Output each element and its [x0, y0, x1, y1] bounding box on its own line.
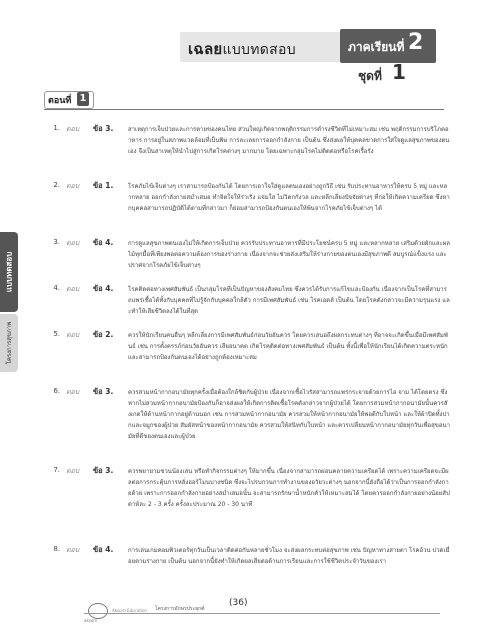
page-title — [188, 37, 296, 61]
explanation: สาเหตุการเจ็บป่วยและการตายของคนไทย ส่วนใหญ่เกิดจากพฤติกรรมการดำรงชีวิตที่ไม่เหมาะสม เช่น พฤติกรรมการบริโภคอาหาร การอยู่ในสภาพแวดล้อมที่เป็นพิษ การละเลยการออกกำลังกาย เป็นต้น ซึ่งส่งผลให้บุคคลขาดการใส่ใจดูแลสุขภาพของตนเอง จึงเป็นสาเหตุให้นำไปสู่การเกิดโรคต่างๆ มากมาย โดยเฉพาะกลุ่มโรคไม่ติดต่อหรือโรคเรื้อรัง — [128, 126, 450, 155]
answer-label: ตอบ — [66, 546, 80, 554]
answer-label: ตอบ — [66, 388, 80, 396]
side-tab-label: แบบทดสอบ — [4, 251, 14, 293]
question-number: 5. — [53, 330, 60, 338]
explanation: ควรสวมหน้ากากอนามัยทุกครั้งเมื่อต้องใกล้ชิดกับผู้ป่วย เนื่องจากเชื้อไวรัสสามารถแพร่กระจายด้วยการไอ จาม ได้โดยตรง ซึ่งหากไม่สวมหน้ากากอนามัยป้องกันก็อาจส่งผลให้เกิดการติดเชื้อโรคดังกล่าวจากผู้ป่วยได้ โดยการสวมหน้ากากอนามัยนั้นควรสังเกตให้ด้านหน้ากากอยู่ด้านนอก เช่น การสวมหน้ากากอนามัย ควรสวมให้หน้ากากอนามัยให้พอดีกับใบหน้า และให้ผ้าปิดทั้งปากและจมูกของผู้ป่วย สัมผัสหน้าของหน้ากากอนามัย ควรสวมให้สนิทกับใบหน้า และควรเปลี่ยนหน้ากากอนามัยทุกวันเพื่อสุขอนามัยที่ดีของตนเองและผู้ป่วย — [128, 389, 450, 440]
part-number: 1 — [77, 92, 89, 106]
question-number: 2. — [53, 181, 60, 189]
term-label: ภาคเรียนที่ — [348, 40, 405, 54]
answer-label: ตอบ — [66, 182, 80, 190]
footer-source: โครงการอักษรประยุกต์ — [155, 606, 205, 612]
answer-label: ตอบ — [66, 239, 80, 247]
answer-label: ตอบ — [66, 285, 80, 293]
title-bold: เฉลย — [188, 40, 223, 58]
divider — [44, 109, 444, 110]
answer-label: ตอบ — [66, 331, 80, 339]
explanation: โรคติดต่อทางเพศสัมพันธ์ เป็นกลุ่มโรคที่เป็นปัญหาของสังคมไทย ซึ่งควรได้รับการแก้ไขและป้องกัน เนื่องจากเป็นโรคที่สามารถแพร่เชื้อได้ทั้งกับบุคคลที่ไม่รู้จักกับบุคคลใกล้ตัว การมีเพศสัมพันธ์ เช่น โรคเอดส์ เป็นต้น โดยโรคดังกล่าวจะมีความรุนแรง และทำให้เสียชีวิตลงได้ในที่สุด — [128, 286, 450, 315]
part-label: ตอนที่ — [48, 96, 72, 106]
explanation: โรคภัยไข้เจ็บต่างๆ เราสามารถป้องกันได้ โดยการเอาใจใส่ดูแลตนเองอย่างถูกวิธี เช่น รับประทานอาหารให้ครบ 5 หมู่ และหลากหลาย ออกกำลังกายสม่ำเสมอ ทำจิตใจให้ร่าเริง แจ่มใส ไม่วิตกกังวล และหลีกเลี่ยงปัจจัยต่างๆ ที่ก่อให้เกิดความเครียด ซึ่งหากบุคคลสามารถปฏิบัติได้ตามที่กล่าวมา ก็ย่อมสามารถป้องกันตนเองให้พ้นจากโรคภัยไข้เจ็บต่างๆ ได้ — [128, 183, 450, 212]
question-number: 1. — [53, 124, 60, 132]
answer-choice: ข้อ 3. — [93, 124, 114, 133]
answer-label: ตอบ — [66, 125, 80, 133]
question-number: 8. — [53, 545, 60, 553]
answer-choice: ข้อ 1. — [93, 181, 114, 190]
question-number: 7. — [53, 466, 60, 474]
set-number: 1 — [392, 60, 406, 84]
footer-divider — [84, 613, 440, 614]
answer-choice: ข้อ 3. — [93, 466, 114, 475]
title-rest: แบบทดสอบ — [222, 42, 296, 58]
term-number: 2 — [408, 30, 424, 55]
publisher-logo-text: aksorn — [84, 618, 98, 623]
publisher-mark: Aksorn Education — [112, 608, 147, 613]
explanation: การดูแลสุขภาพตนเองไม่ให้เกิดการเจ็บป่วย ควรรับประทานอาหารที่มีประโยชน์ครบ 5 หมู่ และหลากหลาย เสริมด้วยผักและผลไม้ทุกมื้อที่เพียงพอต่อความต้องการของร่างกาย เนื่องจากจะช่วยส่งเสริมให้ร่างกายของตนเองมีสุขภาพดี สมบูรณ์แข็งแรง และปราศจากโรคภัยไข้เจ็บต่างๆ — [128, 240, 450, 269]
side-tab-sublabel: โครงการสุขภาพ — [6, 321, 13, 365]
answer-choice: ข้อ 4. — [93, 284, 114, 293]
explanation: การเล่นเกมคอมพิวเตอร์ทุกวันเป็นเวลาติดต่อกันหลายชั่วโมง จะส่งผลกระทบต่อสุขภาพ เช่น ปัญหาทางสายตา โรคอ้วน ปวดเมื่อยตามร่างกาย เป็นต้น นอกจากนี้ยังทำให้เกิดผลเสียต่อด้านการเรียนและการใช้ชีวิตประจำวันของเรา — [128, 547, 450, 565]
page-number: (36) — [229, 598, 248, 608]
answer-choice: ข้อ 4. — [93, 238, 114, 247]
answer-label: ตอบ — [66, 467, 80, 475]
question-number: 6. — [53, 387, 60, 395]
publisher-logo — [88, 603, 108, 619]
explanation: ควรพยายามชวนน้องเล่น หรือทำกิจกรรมต่างๆ ให้มากขึ้น เนื่องจากสามารถผ่อนคลายความเครียดได้ เพราะความเครียดจะมีผลต่อการกระตุ้นการหลั่งฮอร์โมนบางชนิด ซึ่งจะไปรบกวนการทำงานของอวัยวะต่างๆ นอกจากนี้ยังถือได้ว่าเป็นการออกกำลังกายด้วย เพราะการออกกำลังกายอย่างสม่ำเสมอนั้น จะสามารถรักษาน้ำหนักตัวให้เหมาะสมได้ โดยควรออกกำลังกายอย่างน้อยสัปดาห์ละ 2 - 3 ครั้ง ครั้งละประมาณ 20 - 30 นาที — [128, 468, 450, 508]
set-label: ชุดที่ — [358, 69, 382, 83]
answer-choice: ข้อ 3. — [93, 387, 114, 396]
answer-choice: ข้อ 4. — [93, 545, 114, 554]
explanation: ควรให้นักเรียนคนอื่นๆ หลีกเลี่ยงการมีเพศสัมพันธ์ก่อนวัยอันควร โดยควรเสนอถึงผลกระทบต่างๆ ที่อาจจะเกิดขึ้นเมื่อมีเพศสัมพันธ์ เช่น การตั้งครรภ์ก่อนวัยอันควร เสียอนาคต เกิดโรคติดต่อทางเพศสัมพันธ์ เป็นต้น ทั้งนี้เพื่อให้นักเรียนได้เกิดความตระหนัก และสามารถป้องกันตนเองได้อย่างถูกต้องเหมาะสม — [128, 332, 448, 361]
answer-choice: ข้อ 2. — [93, 330, 114, 339]
question-number: 4. — [53, 284, 60, 292]
question-number: 3. — [53, 238, 60, 246]
